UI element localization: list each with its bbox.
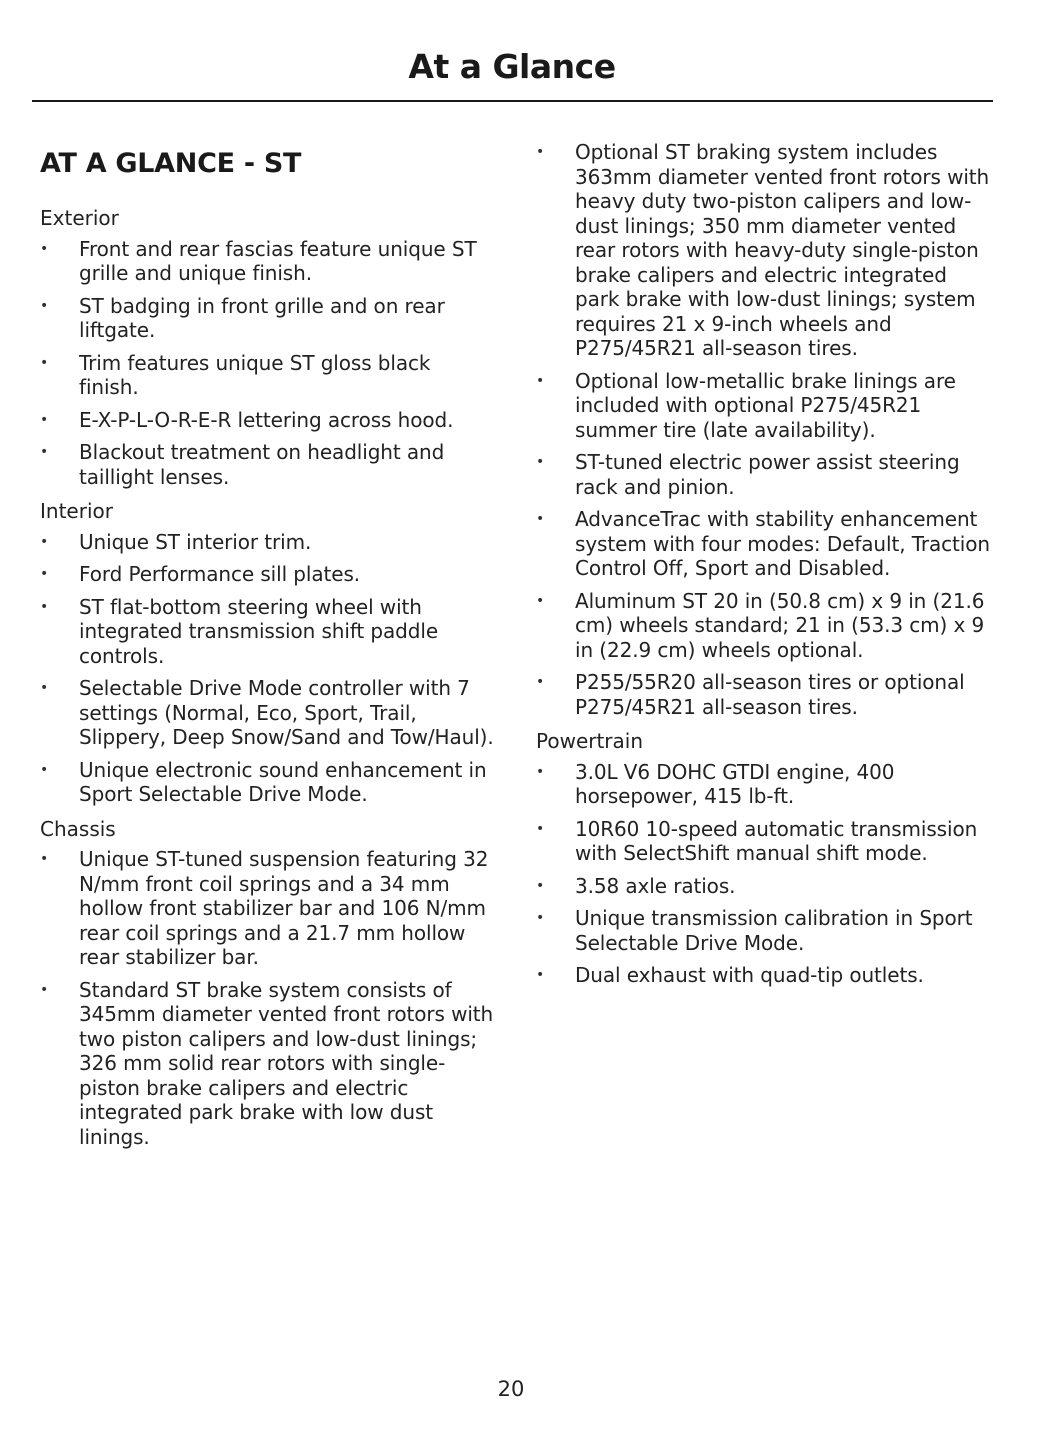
list-item-text: Ford Performance sill plates. — [79, 562, 361, 586]
bullet-list — [536, 140, 994, 719]
list-item-text: Blackout treatment on headlight and taillight lenses. — [79, 440, 445, 489]
list-item-text: Optional ST braking system includes 363mm diameter vented front rotors with heavy duty two-piston calipers and low-dust linings; 350 mm diameter vented rear rotors with heavy-duty single-piston brake calipers and electric integrated park brake with low-dust linings; system requires 21 x 9-inch wheels and P275/45R21 all-season tires. — [575, 140, 990, 360]
list-item — [536, 670, 994, 719]
list-item-text: Unique ST interior trim. — [79, 529, 312, 554]
bullet-icon: • — [40, 598, 49, 615]
list-item — [536, 369, 994, 443]
list-item — [536, 507, 994, 581]
bullet-icon: • — [536, 454, 545, 470]
bullet-icon: • — [40, 566, 49, 582]
bullet-icon: • — [40, 444, 49, 460]
list-item — [40, 978, 496, 1150]
list-item-text: Aluminum ST 20 in (50.8 cm) x 9 in (21.6 cm) wheels standard; 21 in (53.3 cm) x 9 in (22.9 cm) wheels optional. — [575, 588, 985, 662]
list-item — [40, 351, 496, 400]
list-item — [536, 874, 994, 899]
bullet-icon: • — [536, 910, 545, 926]
list-item-text: 10R60 10-speed automatic transmission with SelectShift manual shift mode. — [575, 816, 978, 865]
list-item-text: P255/55R20 all-season tires or optional P275/45R21 all-season tires. — [575, 670, 965, 719]
bullet-icon: • — [536, 592, 545, 609]
bullet-list — [40, 530, 496, 807]
list-item — [40, 676, 496, 750]
list-item-text: Front and rear fascias feature unique ST grille and unique finish. — [79, 236, 477, 285]
list-item — [536, 760, 994, 809]
subheading-chassis: Chassis — [40, 816, 116, 841]
list-item-text: AdvanceTrac with stability enhancement system with four modes: Default, Traction Control Off, Sport and Disabled. — [575, 507, 990, 580]
bullet-icon: • — [40, 533, 49, 550]
list-item-text: ST flat-bottom steering wheel with integrated transmission shift paddle controls. — [79, 594, 439, 668]
list-item — [40, 562, 496, 587]
list-item-text: 3.0L V6 DOHC GTDI engine, 400 horsepower, 415 lb-ft. — [575, 759, 895, 808]
bullet-icon: • — [40, 680, 49, 696]
bullet-icon: • — [40, 411, 49, 428]
list-item-text: Unique electronic sound enhancement in Sport Selectable Drive Mode. — [79, 757, 487, 806]
bullet-icon: • — [40, 851, 49, 867]
bullet-icon: • — [536, 820, 545, 837]
bullet-icon: • — [536, 511, 545, 527]
list-item-text: 3.58 axle ratios. — [575, 873, 736, 898]
page-header-title: At a Glance — [408, 47, 616, 86]
list-item — [536, 906, 994, 955]
page-number: 20 — [497, 1377, 525, 1401]
bullet-list — [40, 237, 496, 490]
list-item-text: ST-tuned electric power assist steering rack and pinion. — [575, 450, 960, 499]
bullet-icon: • — [536, 674, 545, 690]
right-groups — [536, 140, 994, 988]
bullet-icon: • — [40, 240, 49, 257]
list-item-text: Dual exhaust with quad-tip outlets. — [575, 963, 924, 987]
bullet-icon: • — [536, 967, 545, 983]
subheading-interior: Interior — [40, 499, 113, 523]
bullet-list — [536, 760, 994, 988]
left-groups — [40, 206, 496, 1149]
bullet-icon: • — [536, 144, 545, 160]
list-item-text: Standard ST brake system consists of 345mm diameter vented front rotors with two piston calipers and low-dust linings; 326 mm solid rear rotors with single-piston brake calipers and electric integrated park brake with low dust linings. — [79, 977, 494, 1149]
list-item — [536, 450, 994, 499]
list-item — [40, 595, 496, 669]
subheading-exterior: Exterior — [40, 206, 119, 230]
list-item — [40, 294, 496, 343]
bullet-icon: • — [40, 981, 49, 998]
bullet-icon: • — [536, 372, 545, 389]
list-item-text: Unique transmission calibration in Sport Selectable Drive Mode. — [575, 906, 973, 955]
bullet-icon: • — [40, 297, 49, 314]
list-item-text: Selectable Drive Mode controller with 7 settings (Normal, Eco, Sport, Trail, Slippery, Deep Snow/Sand and Tow/Haul). — [79, 676, 494, 749]
list-item — [40, 758, 496, 807]
section-title: AT A GLANCE - ST — [40, 148, 302, 179]
list-item-text: E-X-P-L-O-R-E-R lettering across hood. — [79, 407, 454, 432]
right-column — [536, 140, 994, 998]
list-item — [536, 589, 994, 663]
list-item-text: Trim features unique ST gloss black finish. — [79, 350, 431, 399]
header-divider — [32, 100, 993, 102]
list-item-text: ST badging in front grille and on rear liftgate. — [79, 293, 445, 342]
list-item — [40, 847, 496, 970]
list-item — [40, 237, 496, 286]
list-item — [40, 440, 496, 489]
subheading-powertrain: Powertrain — [536, 729, 644, 753]
bullet-icon: • — [536, 877, 545, 894]
list-item — [536, 140, 994, 361]
list-item — [536, 817, 994, 866]
bullet-list — [40, 847, 496, 1149]
list-item — [40, 530, 496, 555]
list-item-text: Unique ST-tuned suspension featuring 32 N/mm front coil springs and a 34 mm hollow front stabilizer bar and 106 N/mm rear coil springs and a 21.7 mm hollow rear stabilizer bar. — [79, 847, 489, 969]
left-column — [40, 140, 496, 1159]
bullet-icon: • — [40, 354, 49, 371]
bullet-icon: • — [536, 763, 545, 780]
list-item — [40, 408, 496, 433]
bullet-icon: • — [40, 761, 49, 778]
list-item — [536, 963, 994, 988]
list-item-text: Optional low-metallic brake linings are included with optional P275/45R21 summer tire (late availability). — [575, 368, 956, 442]
